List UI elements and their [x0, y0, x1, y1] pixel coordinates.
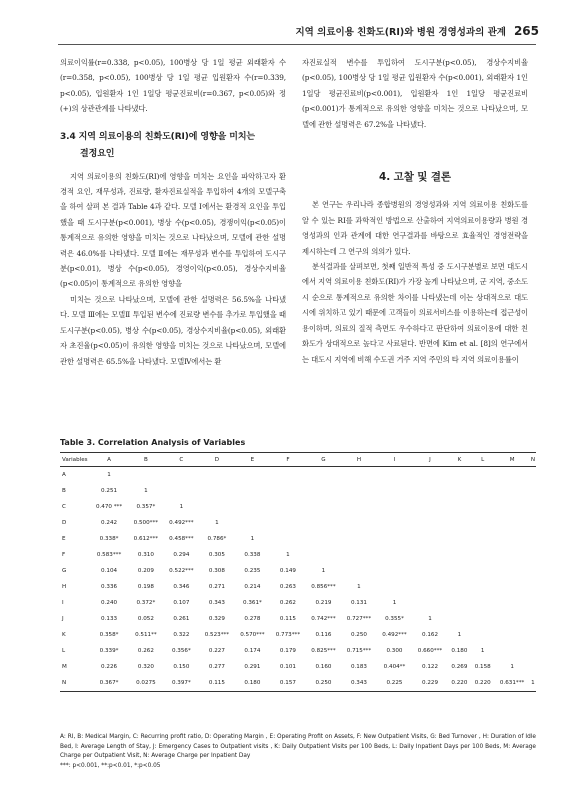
table-cell: [412, 563, 448, 579]
table-cell: [270, 515, 306, 531]
table-cell: [494, 547, 530, 563]
table-cell: [471, 483, 494, 499]
table-cell: [377, 531, 413, 547]
left-paragraph-2: 지역 의료이용의 친화도(RI)에 영향을 미치는 요인을 파악하고자 환경적 요인, 재무성과, 진료량, 환자진료실적을 투입하여 4개의 모델구축을 하여 살펴 본 결과 Table 4과 같다. 모델 Ⅰ에서는 환경적 요인을 투입했을 때 도시구분(p<0.001), 병상 수(p<0.05), 경쟁이익(p<0.05)이 통계적으로 유의한 영향을 미치는 것으로 나타났으며, 모델에 관한 설명력은 46.0%를 나타냈다. 모델 Ⅱ에는 재무성과 변수를 투입하여 도시구분(p<0.01), 병상 수(p<0.05), 경영이익(p<0.05), 경상수지비율(p<0.05)이 통계적으로 유의한 영향을: [60, 171, 286, 289]
table-cell: [471, 611, 494, 627]
table-cell: [471, 547, 494, 563]
table-cell: 0.115: [208, 680, 225, 686]
table-cell: 0.250: [350, 632, 367, 638]
table-cell: 0.492***: [169, 520, 194, 526]
table-row-label: J: [62, 616, 64, 622]
section-3-4-heading-line1: 3.4 지역 의료이용의 친화도(RI)에 영향을 미치는: [60, 131, 256, 142]
table-header-col-h: H: [356, 456, 362, 463]
table-cell: [448, 611, 471, 627]
left-paragraph-1: 의료이익률(r=0.338, p<0.05), 100병상 당 1일 평균 외래환자 수(r=0.358, p<0.05), 100병상 당 1일 평균 입원환자 수(r=0.339, p<0.05), 입원환자 1인 1일당 평균진료비(r=0.367, p<0.05)와 정(+)의 상관관계를 나타냈다.: [60, 58, 286, 114]
table-cell: 0.262: [137, 648, 154, 654]
header-rule: [58, 44, 536, 45]
table-row-label: E: [62, 536, 66, 542]
table-cell: [530, 627, 536, 643]
table-row-label: F: [62, 552, 66, 558]
table-cell: [530, 643, 536, 659]
table-cell: [530, 595, 536, 611]
table-cell: [471, 627, 494, 643]
right-paragraph-3: 분석결과를 살펴보면, 첫째 일반적 특성 중 도시구분별로 보면 대도시에서 지역 의료이용 친화도(RI)가 가장 높게 나타났으며, 군 지역, 중소도시 순으로 통계적으로 유의한 차이를 나타냈는데 이는 상대적으로 대도시에 위치하고 있기 때문에 고객들이 의료서비스를 이용하는데 접근성이 용이하며, 의료의 질적 측면도 우수하다고 판단하여 의료이용에 대한 친화도가 상대적으로 높다고 사료된다. 반면에 Kim et al. [8]의 연구에서는 대도시 지역에 비해 수도권 거주 지역 주민의 타 지역 의료이용률이: [302, 262, 528, 364]
table-cell: [448, 467, 471, 484]
table-cell: 0.278: [244, 616, 261, 622]
table-cell: 0.271: [208, 584, 225, 590]
table-cell: 0.220: [474, 680, 491, 686]
table-row-label: L: [62, 648, 66, 654]
table-cell: [471, 563, 494, 579]
table-cell: 0.104: [101, 568, 118, 574]
table-cell: 0.162: [421, 632, 438, 638]
table-row-label: A: [62, 472, 66, 478]
table-cell: 1: [457, 632, 462, 638]
table-header-col-n: N: [530, 456, 536, 463]
table-cell: [530, 499, 536, 515]
table-cell: 0.308: [208, 568, 225, 574]
table-cell: 0.227: [208, 648, 225, 654]
left-column: [60, 55, 286, 369]
correlation-table: [60, 452, 536, 692]
table-cell: [306, 499, 342, 515]
table-header-variables: Variables: [62, 456, 88, 463]
table-cell: 1: [321, 568, 326, 574]
table-cell: [494, 643, 530, 659]
table-cell: [341, 547, 377, 563]
table-cell: 0.262: [279, 600, 296, 606]
table-cell: 0.329: [208, 616, 225, 622]
table-cell: [377, 547, 413, 563]
table-cell: [494, 531, 530, 547]
table-cell: 0.660***: [417, 648, 443, 654]
table-cell: 1: [179, 504, 184, 510]
table-cell: [306, 467, 342, 484]
table-cell: 0.356*: [171, 648, 191, 654]
table-cell: 0.269: [451, 664, 468, 670]
table-cell: [530, 467, 536, 484]
table-cell: [412, 467, 448, 484]
table-row: [60, 611, 536, 627]
table-row: [60, 627, 536, 643]
table-header-col-f: F: [286, 456, 290, 463]
table-cell: [448, 547, 471, 563]
table-cell: 0.320: [137, 664, 154, 670]
table-cell: [377, 467, 413, 484]
table-cell: 0.180: [244, 680, 261, 686]
left-paragraph-3: 미치는 것으로 나타났으며, 모델에 관한 설명력은 56.5%을 나타냈다. 모델 Ⅲ에는 모델Ⅱ 투입된 변수에 진료량 변수를 추가로 투입했을 때 도시구분(p<0.05), 병상 수(p<0.05), 경상수지비율(p<0.05), 외래환자 초진율(p<0.05)이 유의한 영향을 미치는 것으로 나타났으며, 모델에 관한 설명력은 65.5%을 나타냈다. 모델Ⅳ에서는 환: [60, 294, 286, 366]
table-cell: [530, 547, 536, 563]
table-cell: [306, 515, 342, 531]
table-cell: [412, 499, 448, 515]
table-cell: 0.052: [137, 616, 154, 622]
table-cell: 0.219: [315, 600, 332, 606]
table-cell: 0.183: [350, 664, 367, 670]
table-cell: 0.209: [137, 568, 154, 574]
table-cell: 0.715***: [346, 648, 372, 654]
table-cell: [341, 563, 377, 579]
table-cell: [128, 467, 164, 484]
table-cell: 0.773***: [275, 632, 301, 638]
table-cell: 0.583***: [96, 552, 122, 558]
table-row-label: I: [62, 600, 64, 606]
table-cell: 0.261: [173, 616, 190, 622]
table-cell: 0.397*: [171, 680, 191, 686]
table-cell: [341, 499, 377, 515]
table-row: [60, 483, 536, 499]
page-number: 265: [513, 24, 539, 38]
table-cell: 0.612***: [133, 536, 159, 542]
table-row-label: G: [62, 568, 67, 574]
table-row-label: B: [62, 488, 66, 494]
table-cell: 0.470 ***: [95, 504, 123, 510]
table-cell: [270, 531, 306, 547]
table-cell: [494, 611, 530, 627]
table-header-col-d: D: [214, 456, 220, 463]
table-row: [60, 595, 536, 611]
table-cell: 0.240: [101, 600, 118, 606]
table-cell: [235, 515, 271, 531]
table-cell: [530, 579, 536, 595]
table-cell: [235, 499, 271, 515]
table-cell: [377, 515, 413, 531]
table-cell: 1: [510, 664, 514, 670]
table-cell: 0.294: [173, 552, 190, 558]
table-cell: [494, 579, 530, 595]
table-cell: [377, 579, 413, 595]
table-cell: [471, 467, 494, 484]
table-cell: [448, 483, 471, 499]
table-cell: [164, 483, 200, 499]
table-cell: [412, 547, 448, 563]
table-header-col-b: B: [143, 456, 148, 463]
table-cell: 0.355*: [385, 616, 404, 622]
table-header-row: [60, 453, 536, 467]
table-cell: 1: [250, 536, 255, 542]
table-row: [60, 579, 536, 595]
table-cell: [494, 499, 530, 515]
table-cell: 0.367*: [99, 680, 119, 686]
table-cell: 0.358*: [99, 632, 119, 638]
table-cell: 0.251: [101, 488, 118, 494]
table-cell: 0.179: [279, 648, 296, 654]
table-header-col-g: G: [321, 456, 326, 463]
table-cell: [412, 595, 448, 611]
table-cell: [199, 467, 235, 484]
running-title: 지역 의료이용 친화도(RI)와 병원 경영성과의 관계: [295, 27, 506, 38]
table-cell: [270, 499, 306, 515]
table-cell: 1: [480, 648, 485, 654]
table-cell: [448, 595, 471, 611]
table-cell: [494, 563, 530, 579]
table-cell: 0.856***: [311, 584, 336, 590]
table-row: [60, 659, 536, 675]
table-row: [60, 643, 536, 659]
table-cell: 0.570***: [240, 632, 265, 638]
table-row: [60, 563, 536, 579]
table-row: [60, 499, 536, 515]
right-column: [302, 55, 528, 367]
section-3-4-heading-line2: 결정요인: [80, 148, 115, 159]
table-cell: 0.343: [350, 680, 367, 686]
table-cell: [412, 515, 448, 531]
table-cell: [494, 467, 530, 484]
table-cell: 0.226: [101, 664, 118, 670]
table-cell: 0.150: [173, 664, 190, 670]
table-cell: 0.357*: [136, 504, 156, 510]
table-cell: [471, 531, 494, 547]
right-paragraph-2: 본 연구는 우리나라 종합병원의 경영성과와 지역 의료이용 친화도를 알 수 있는 RI를 과학적인 방법으로 산출하여 지역의료이용량과 병원 경영성과의 인과 관계에 대한 연구결과를 바탕으로 효율적인 경영전략을 제시하는데 그 연구의 의의가 있다.: [302, 200, 528, 256]
table-cell: [412, 483, 448, 499]
table-cell: [270, 483, 306, 499]
table-cell: 1: [428, 616, 432, 622]
table-cell: [199, 483, 235, 499]
table-cell: 0.133: [101, 616, 118, 622]
table-cell: 0.511**: [135, 632, 157, 638]
table-cell: 0.343: [208, 600, 225, 606]
table-cell: 0.0275: [136, 680, 156, 686]
table-row: [60, 515, 536, 531]
table-header-col-m: M: [509, 456, 515, 463]
table-cell: 0.250: [315, 680, 332, 686]
table-cell: [199, 499, 235, 515]
table-cell: [235, 483, 271, 499]
table-cell: [530, 531, 536, 547]
table-cell: 1: [215, 520, 219, 526]
table-cell: [377, 483, 413, 499]
table-cell: 0.116: [315, 632, 332, 638]
table-header-col-a: A: [107, 456, 111, 463]
running-header: [296, 24, 540, 38]
table-cell: [448, 531, 471, 547]
table-cell: 1: [107, 472, 111, 478]
table-row: [60, 675, 536, 692]
table-header-col-k: K: [457, 456, 462, 463]
table-cell: [377, 563, 413, 579]
table-cell: [471, 515, 494, 531]
table-header-col-l: L: [481, 456, 485, 463]
table-cell: [306, 547, 342, 563]
table-row-label: N: [62, 680, 67, 686]
table-cell: [306, 531, 342, 547]
table-title: Table 3. Correlation Analysis of Variables: [60, 438, 246, 447]
table-cell: [306, 483, 342, 499]
table-cell: [448, 563, 471, 579]
table-significance: ***: p<0.001, **:p<0.01, *:p<0.05: [60, 762, 161, 769]
table-cell: 0.631***: [499, 680, 525, 686]
table-cell: [412, 531, 448, 547]
table-cell: 0.158: [474, 664, 491, 670]
table-cell: 0.492***: [382, 632, 407, 638]
table-cell: 0.338*: [99, 536, 119, 542]
table-cell: 0.277: [208, 664, 225, 670]
table-cell: 0.160: [315, 664, 332, 670]
table-cell: 0.107: [173, 600, 190, 606]
table-cell: [448, 515, 471, 531]
table-cell: 0.458***: [169, 536, 194, 542]
table-cell: 0.131: [350, 600, 367, 606]
table-cell: 0.101: [279, 664, 296, 670]
table-row: [60, 531, 536, 547]
table-row-label: M: [62, 664, 67, 670]
table-row-label: C: [62, 504, 66, 510]
table-cell: 0.115: [279, 616, 296, 622]
table-cell: 0.523***: [204, 632, 230, 638]
table-row-label: D: [62, 520, 67, 526]
table-cell: 1: [286, 552, 290, 558]
table-cell: 0.305: [208, 552, 225, 558]
table-cell: 1: [357, 584, 361, 590]
table-cell: [530, 483, 536, 499]
table-cell: 0.404**: [383, 664, 406, 670]
table-cell: [471, 499, 494, 515]
table-cell: 0.198: [137, 584, 154, 590]
table-cell: 0.322: [173, 632, 190, 638]
table-cell: [164, 467, 200, 484]
table-notes: [60, 733, 536, 771]
table-cell: 0.742***: [311, 616, 336, 622]
table-cell: 0.361*: [243, 600, 262, 606]
table-cell: [341, 531, 377, 547]
table-cell: 0.220: [451, 680, 468, 686]
table-row-label: K: [62, 632, 66, 638]
table-header-col-i: I: [393, 456, 396, 463]
table-cell: 0.263: [279, 584, 296, 590]
table-cell: [412, 579, 448, 595]
right-paragraph-1: 자진료실적 변수를 투입하여 도시구분(p<0.05), 경상수지비율(p<0.05), 100병상 당 1일 평균 입원환자 수(p<0.001), 외래환자 1인 1일당 평균진료비(p<0.001), 입원환자 1인 1일당 평균진료비(p<0.001)가 통계적으로 유의한 영향을 미치는 것으로 나타났으며, 모델에 관한 설명력은 67.2%을 나타냈다.: [302, 58, 528, 129]
table-cell: [471, 595, 494, 611]
table-cell: 0.157: [279, 680, 296, 686]
table-cell: 0.825***: [311, 648, 336, 654]
table-cell: [530, 563, 536, 579]
table-cell: [341, 467, 377, 484]
table-cell: [448, 499, 471, 515]
table-cell: 0.338: [244, 552, 261, 558]
table-row: [60, 547, 536, 563]
table-cell: 0.300: [386, 648, 403, 654]
table-cell: 0.522***: [169, 568, 194, 574]
table-cell: [377, 499, 413, 515]
table-cell: 0.310: [137, 552, 154, 558]
table-cell: 1: [144, 488, 148, 494]
table-cell: 0.229: [421, 680, 438, 686]
table-cell: [494, 483, 530, 499]
table-cell: [530, 611, 536, 627]
table-cell: 0.339*: [99, 648, 119, 654]
section-3-4-heading: [60, 129, 286, 163]
table-cell: [448, 579, 471, 595]
table-cell: [341, 515, 377, 531]
table-cell: [494, 627, 530, 643]
table-cell: 0.235: [244, 568, 261, 574]
table-cell: 0.336: [101, 584, 118, 590]
table-cell: [471, 579, 494, 595]
table-cell: 0.122: [421, 664, 438, 670]
table-cell: 0.372*: [136, 600, 156, 606]
table-cell: [494, 515, 530, 531]
table-cell: 0.346: [173, 584, 190, 590]
table-cell: 1: [392, 600, 397, 606]
table-cell: 0.180: [451, 648, 468, 654]
table-cell: 0.291: [244, 664, 261, 670]
table-cell: [530, 515, 536, 531]
table-cell: 1: [531, 680, 535, 686]
table-cell: [270, 467, 306, 484]
section-4-heading: 4. 고찰 및 결론: [379, 171, 451, 184]
table-cell: 0.214: [244, 584, 261, 590]
table-header-col-j: J: [429, 456, 431, 463]
table-cell: 0.500***: [133, 520, 159, 526]
table-abbreviations: A: RI, B: Medical Margin, C: Recurring profit ratio, D: Operating Margin , E: Operating Profit on Assets, F: New Outpatient Visits, G: Bed Turnover , H: Duration of Idle Bed, I: Average Length of Stay, J: Emergency Cases to Outpatient visits , K: Daily Outpatient Visits per 100 Beds, L: Daily Inpatient Days per 100 Beds, M: Average Charge per Outpatient Visit, N: Average Charge per Inpatient Day: [60, 734, 536, 760]
table-row-label: H: [62, 584, 67, 590]
table-cell: 0.727***: [346, 616, 372, 622]
table-cell: [494, 595, 530, 611]
table-cell: 0.242: [101, 520, 118, 526]
table-cell: [341, 483, 377, 499]
table-row: [60, 467, 536, 484]
table-cell: 0.149: [279, 568, 296, 574]
table-cell: 0.786*: [207, 536, 227, 542]
table-header-col-e: E: [250, 456, 255, 463]
table-header-col-c: C: [179, 456, 184, 463]
table-cell: [530, 659, 536, 675]
table-cell: 0.174: [244, 648, 261, 654]
table-cell: [235, 467, 271, 484]
table-cell: 0.225: [386, 680, 403, 686]
